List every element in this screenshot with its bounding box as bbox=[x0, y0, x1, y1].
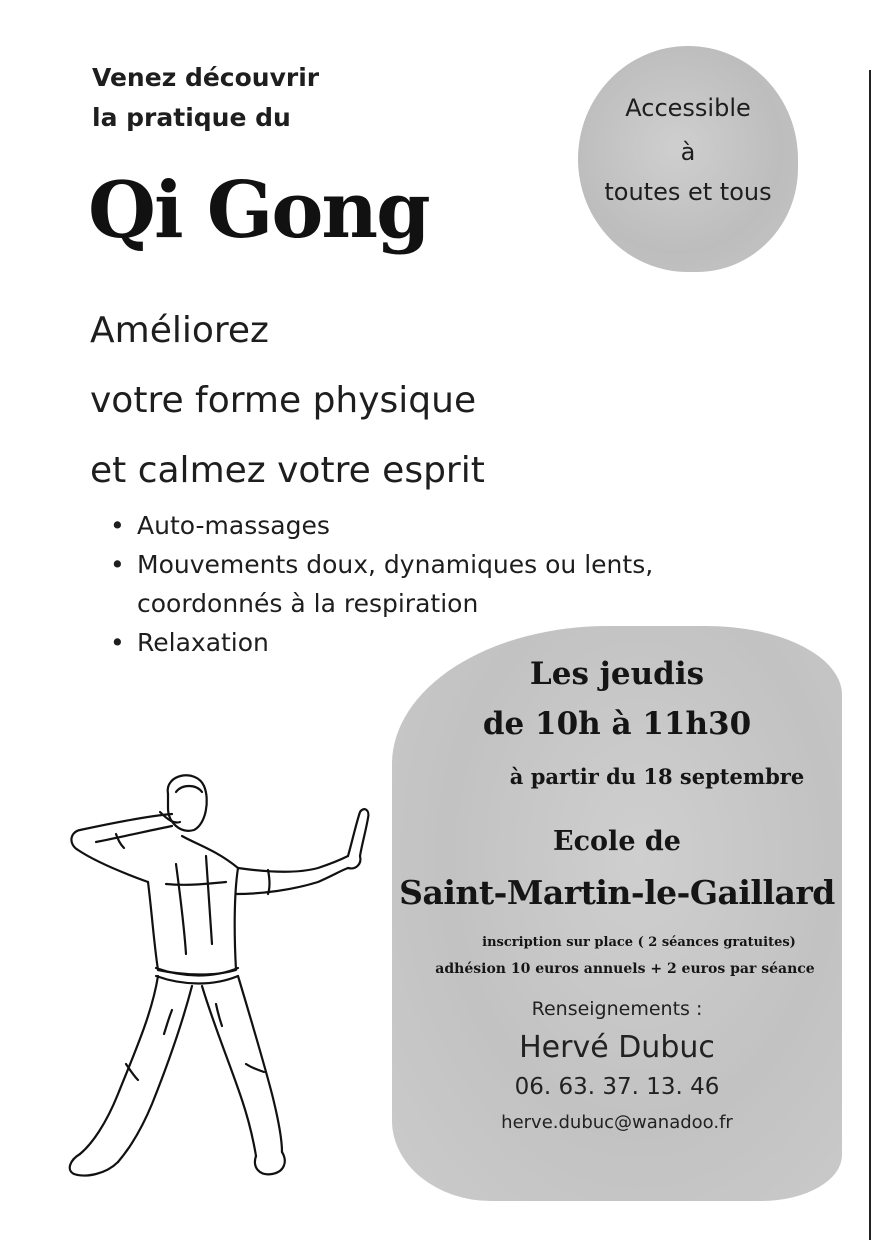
schedule-start: à partir du 18 septembre bbox=[509, 764, 805, 789]
list-item bbox=[110, 506, 653, 545]
bullet-text: Relaxation bbox=[137, 628, 269, 657]
list-item-continuation bbox=[110, 584, 653, 623]
venue-line-2: Saint-Martin-le-Gaillard bbox=[399, 873, 835, 912]
headline-line-3: et calmez votre esprit bbox=[90, 450, 485, 491]
contact-name: Hervé Dubuc bbox=[519, 1030, 715, 1065]
list-item bbox=[110, 545, 653, 584]
bullet-marker: • bbox=[110, 628, 125, 657]
intro-line-2: la pratique du bbox=[92, 103, 291, 132]
qigong-figure-icon bbox=[56, 764, 376, 1184]
headline-line-2: votre forme physique bbox=[90, 380, 477, 421]
bullet-marker: • bbox=[110, 550, 125, 579]
bullet-marker: • bbox=[110, 511, 125, 540]
contact-phone: 06. 63. 37. 13. 46 bbox=[514, 1074, 720, 1100]
contact-label: Renseignements : bbox=[531, 998, 703, 1020]
headline-line-1: Améliorez bbox=[90, 310, 269, 351]
intro-text bbox=[92, 58, 319, 138]
venue-line-1: Ecole de bbox=[553, 826, 681, 857]
badge-line-3: toutes et tous bbox=[604, 178, 772, 206]
schedule-day: Les jeudis bbox=[529, 656, 705, 692]
accessibility-badge bbox=[578, 46, 798, 272]
bullet-text: coordonnés à la respiration bbox=[137, 589, 479, 618]
bullet-text: Mouvements doux, dynamiques ou lents, bbox=[137, 550, 654, 579]
fee-note: adhésion 10 euros annuels + 2 euros par séance bbox=[435, 961, 815, 977]
page-title: Qi Gong bbox=[88, 165, 429, 256]
headline bbox=[90, 296, 485, 506]
schedule-time: de 10h à 11h30 bbox=[482, 706, 752, 742]
scan-edge-line bbox=[869, 70, 871, 1240]
bullet-text: Auto-massages bbox=[137, 511, 330, 540]
contact-email: herve.dubuc@wanadoo.fr bbox=[501, 1112, 733, 1133]
intro-line-1: Venez découvrir bbox=[92, 63, 320, 92]
badge-line-2: à bbox=[680, 138, 696, 166]
registration-note: inscription sur place ( 2 séances gratuites) bbox=[482, 935, 796, 950]
badge-line-1: Accessible bbox=[625, 94, 751, 122]
